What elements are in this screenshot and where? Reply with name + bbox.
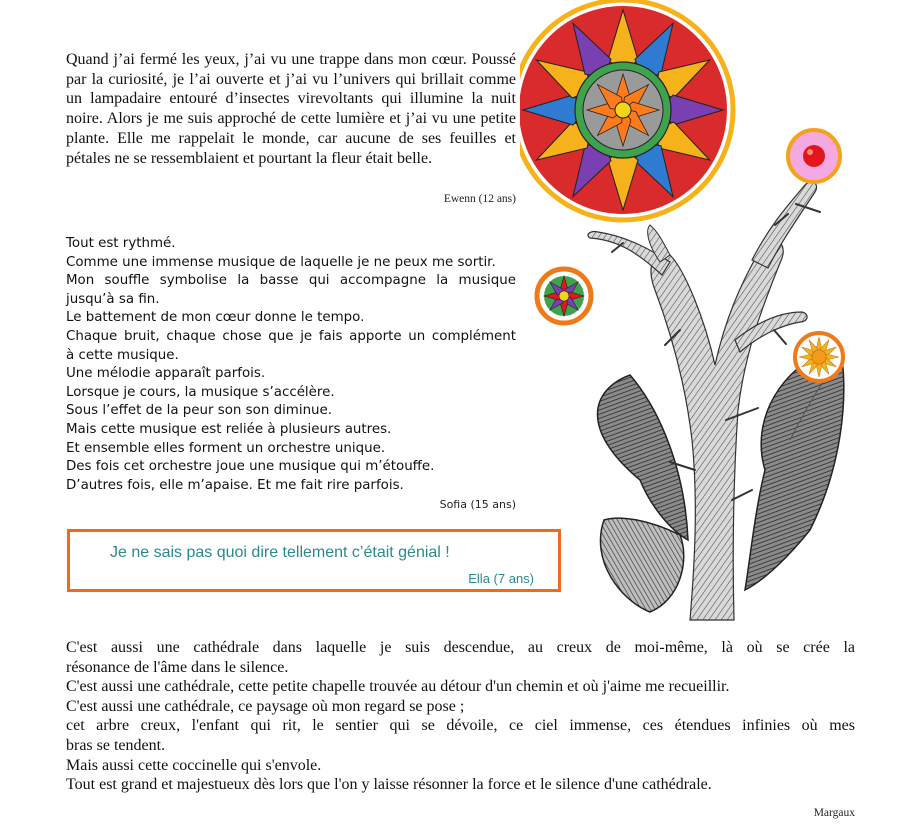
left-leaf: [598, 375, 689, 612]
poem-line: Mais cette musique est reliée à plusieurs autres.: [66, 421, 392, 437]
poem-line: Comme une immense musique de laquelle je ne peux me sortir.: [66, 254, 496, 270]
text-line: C'est aussi une cathédrale, cette petite chapelle trouvée au détour d'un chemin et où j'aime me recueillir.: [66, 678, 730, 696]
text-line: résonance de l'âme dans le silence.: [66, 658, 289, 676]
text-line: C'est aussi une cathédrale dans laquelle je suis descendue, au creux de moi-même, là où se crée la: [66, 639, 855, 656]
right-leaf: [745, 345, 844, 590]
ella-quote: Je ne sais pas quoi dire tellement c’était génial !: [110, 544, 450, 561]
poem-line: jusqu’à sa fin.: [66, 291, 160, 307]
poem-line: Lorsque je cours, la musique s’accélère.: [66, 384, 335, 400]
text-line: bras se tendent.: [66, 736, 166, 754]
poem-line: Une mélodie apparaît parfois.: [66, 366, 266, 382]
text-line: cet arbre creux, l'enfant qui rit, le sentier qui se dévoile, ce ciel immense, ces étendues infinies où mes: [66, 717, 855, 735]
sofia-signature: Sofia (15 ans): [439, 498, 516, 511]
poem-line: Tout est rythmé.: [66, 236, 176, 251]
poem-line: Chaque bruit, chaque chose que je fais apporte un complément: [66, 328, 516, 344]
ewenn-paragraph: Quand j’ai fermé les yeux, j’ai vu une trappe dans mon cœur. Poussé par la curiosité, je l’ai ouverte et j’ai vu l’univers qui brillait comme un lampadaire entouré d’insectes virevoltants qui illumine la nuit noire. Alors je me suis approché de cette lumière et j’ai vu une petite plante. Elle me rappelait le monde, car aucune de ses feuilles et pétales ne se ressemblaient et pourtant la fleur était belle.: [66, 51, 516, 167]
text-line: Tout est grand et majestueux dès lors que l'on y laisse résonner la force et le silence d'une cathédrale.: [66, 776, 712, 794]
sofia-poem: [66, 235, 516, 495]
sun-flower-right: [795, 333, 843, 381]
margaux-paragraph: [66, 638, 855, 795]
poem-line: Mon souffle symbolise la basse qui accompagne la musique: [66, 273, 516, 289]
large-mandala: [520, 0, 733, 220]
poem-line: Des fois cet orchestre joue une musique qui m’étouffe.: [66, 459, 435, 475]
poem-line: D’autres fois, elle m’apaise. Et me fait rire parfois.: [66, 477, 404, 493]
text-line: Mais aussi cette coccinelle qui s'envole.: [66, 756, 322, 774]
ella-quote-box: [67, 529, 561, 592]
text-line: C'est aussi une cathédrale, ce paysage où mon regard se pose ;: [66, 697, 465, 715]
ewenn-signature: Ewenn (12 ans): [443, 193, 516, 205]
small-mandala-left: [537, 269, 591, 323]
pink-ring-flower: [788, 130, 840, 182]
poem-line: Et ensemble elles forment un orchestre unique.: [66, 440, 386, 456]
mandala-tree-illustration: [520, 0, 920, 625]
ella-signature: Ella (7 ans): [468, 571, 534, 586]
poem-line: Sous l’effet de la peur son son diminue.: [66, 403, 333, 419]
poem-line: à cette musique.: [66, 347, 179, 363]
poem-line: Le battement de mon cœur donne le tempo.: [66, 310, 365, 326]
margaux-signature: Margaux: [813, 807, 855, 819]
